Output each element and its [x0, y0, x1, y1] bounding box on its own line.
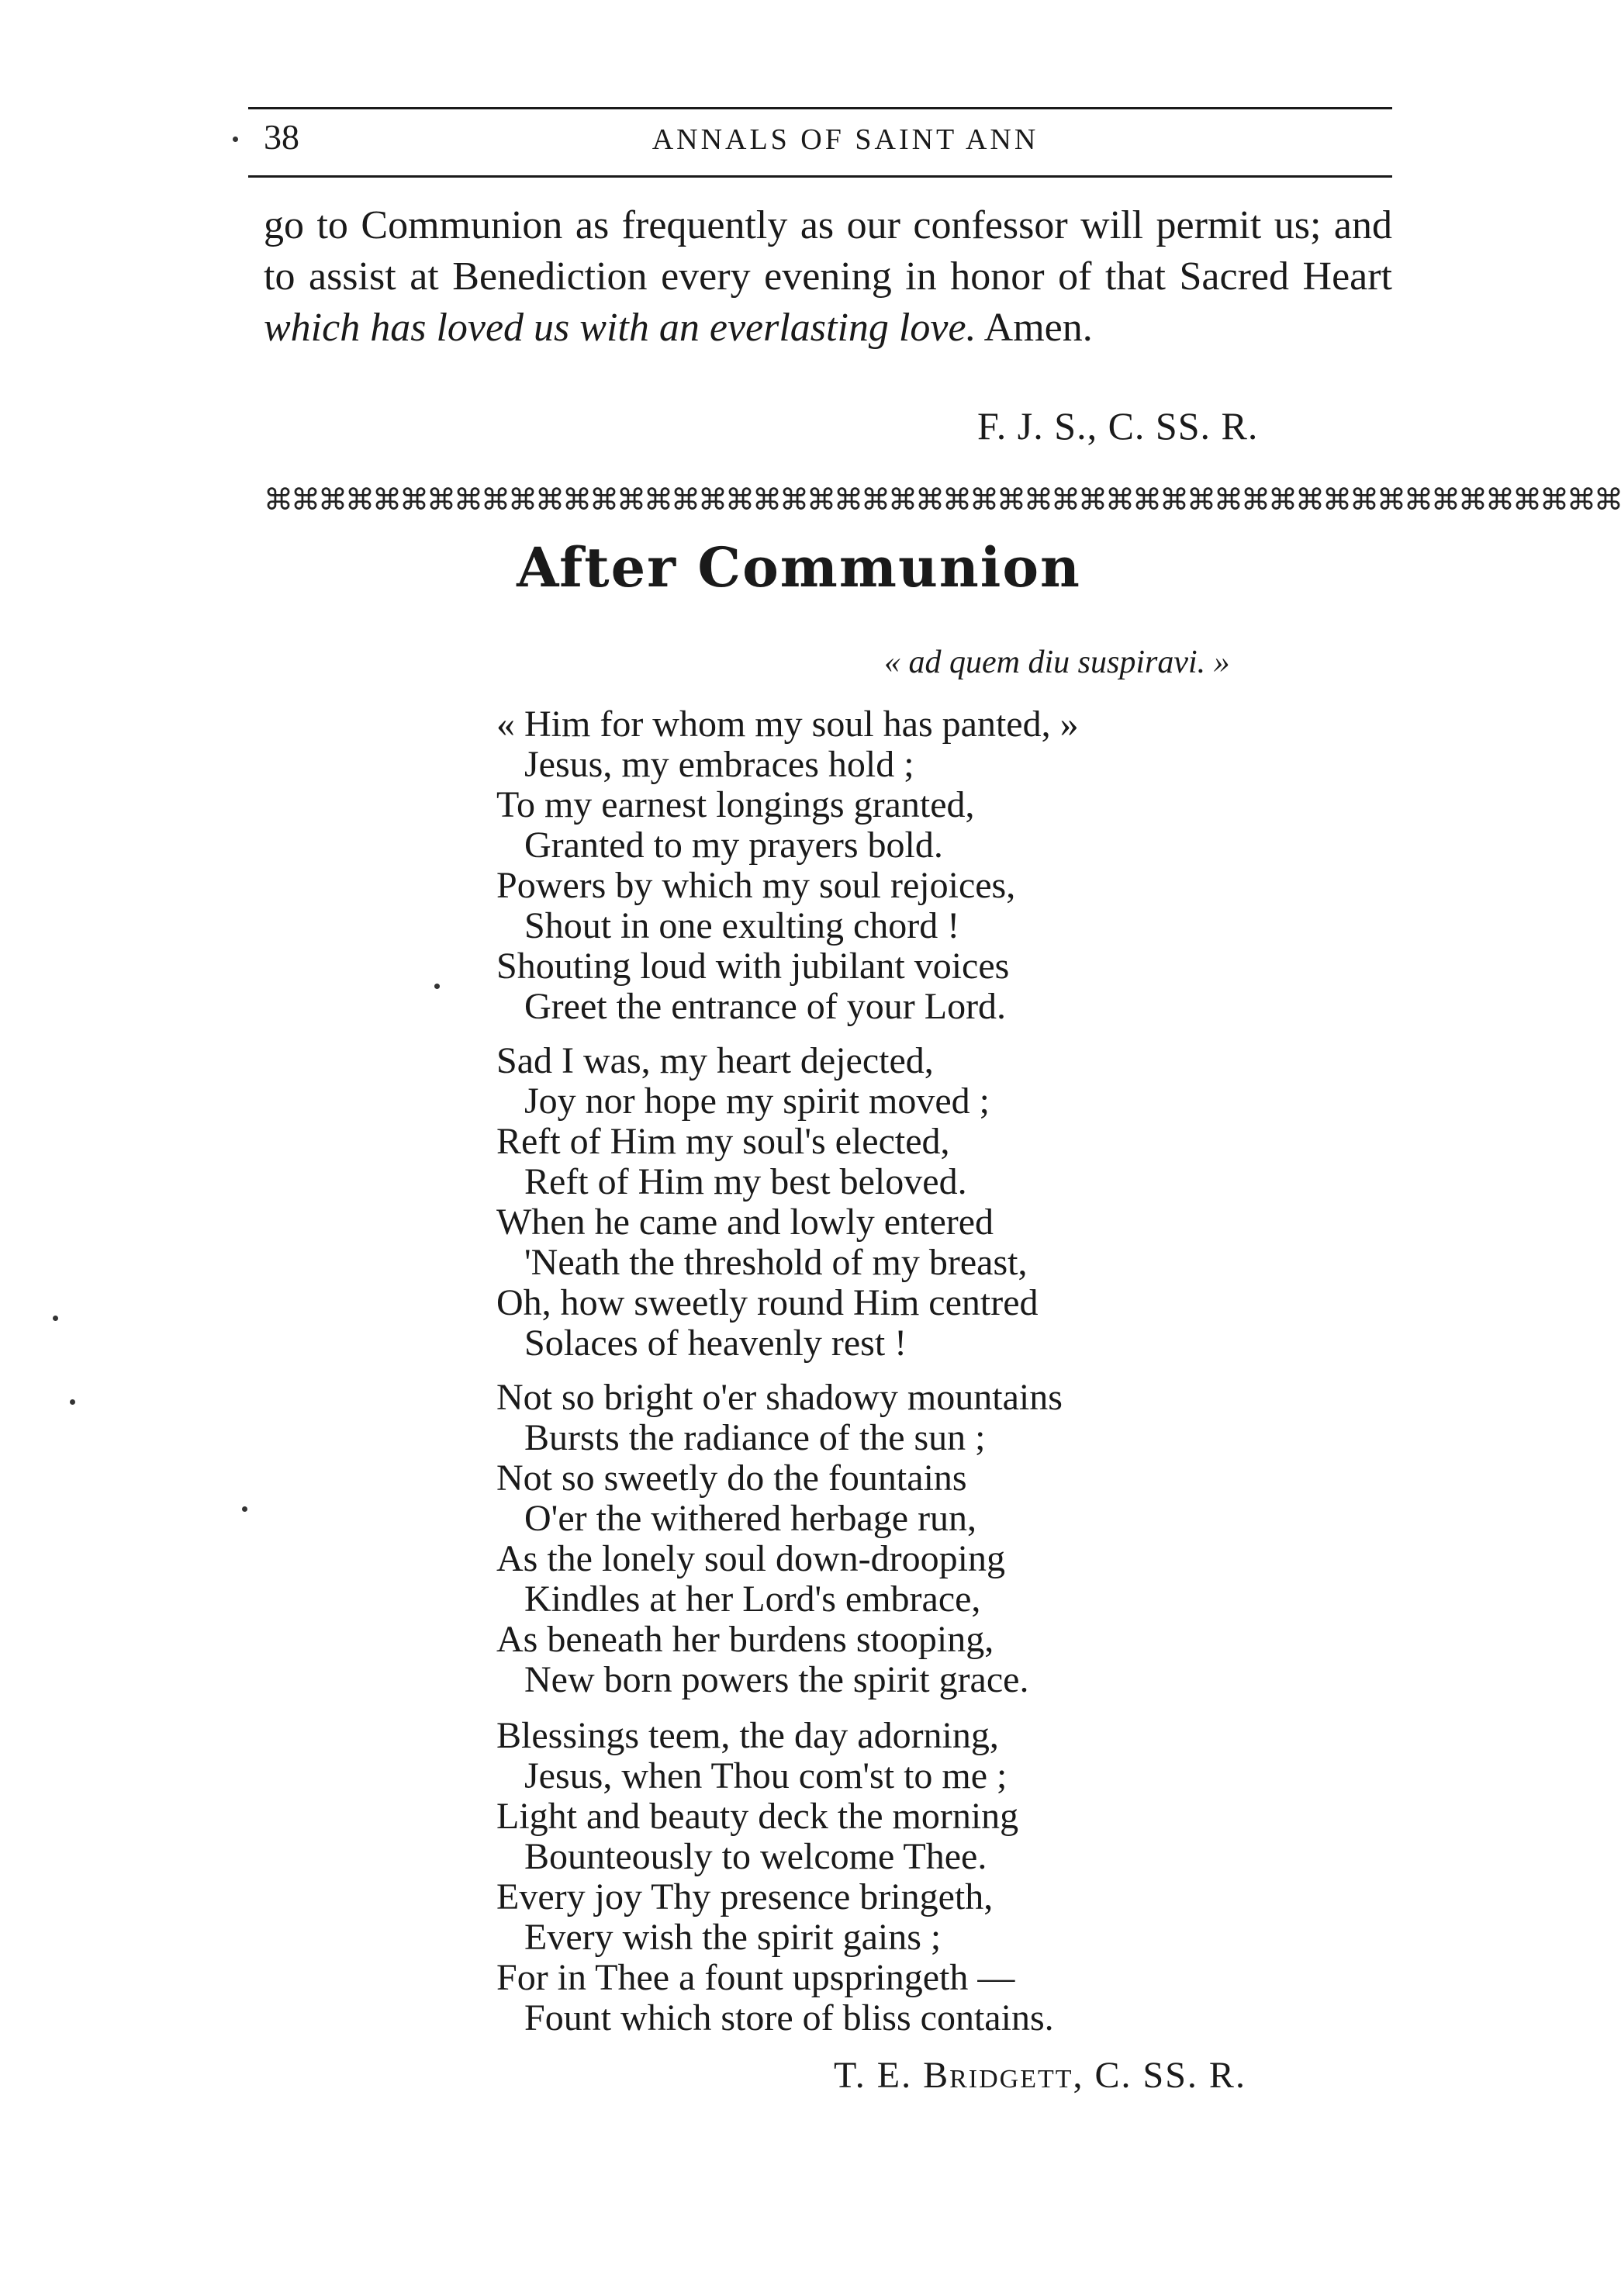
prose-text: go to Communion as frequently as our confessor will permit us; and to assist at Benediction every evening in honor of that Sacred Heart	[264, 203, 1392, 299]
poem-line: For in Thee a fount upspringeth —	[496, 1957, 1015, 1998]
poem-line: « Him for whom my soul has panted, »	[496, 704, 1079, 745]
poem-title: After Communion	[517, 535, 1081, 600]
poem-line: Blessings teem, the day adorning,	[496, 1715, 999, 1756]
running-head: ANNALS OF SAINT ANN	[652, 123, 1039, 156]
poem-line: Light and beauty deck the morning	[496, 1796, 1019, 1837]
poem-line: Joy nor hope my spirit moved ;	[524, 1081, 990, 1122]
poem-line: 'Neath the threshold of my breast,	[524, 1242, 1028, 1283]
poem-line: Greet the entrance of your Lord.	[524, 986, 1007, 1027]
header-bottom-rule	[248, 175, 1392, 178]
poem-line: Kindles at her Lord's embrace,	[524, 1578, 981, 1620]
prose-italic-text: which has loved us with an everlasting love.	[264, 306, 976, 350]
stray-mark	[70, 1399, 75, 1405]
poem-line: Jesus, my embraces hold ;	[524, 744, 914, 785]
poem-stanza	[496, 1378, 1063, 1700]
prose-closing: Amen.	[976, 306, 1093, 350]
poem-line: Reft of Him my soul's elected,	[496, 1121, 950, 1162]
poem-line: New born powers the spirit grace.	[524, 1659, 1029, 1700]
poem-stanza	[496, 1041, 1039, 1364]
ornamental-divider: ⌘⌘⌘⌘⌘⌘⌘⌘⌘⌘⌘⌘⌘⌘⌘⌘⌘⌘⌘⌘⌘⌘⌘⌘⌘⌘⌘⌘⌘⌘⌘⌘⌘⌘⌘⌘⌘⌘⌘⌘⌘⌘⌘⌘⌘⌘⌘⌘⌘⌘	[264, 482, 1621, 517]
poem-line: Bounteously to welcome Thee.	[524, 1836, 987, 1877]
poem-signature	[834, 2054, 1246, 2097]
poem-line: O'er the withered herbage run,	[524, 1498, 977, 1539]
poem-line: Shout in one exulting chord !	[524, 905, 960, 946]
signature-suffix: , C. SS. R.	[1073, 2055, 1246, 2096]
poem-line: Granted to my prayers bold.	[524, 825, 943, 866]
stray-mark	[233, 137, 238, 142]
poem-line: Every joy Thy presence bringeth,	[496, 1876, 994, 1917]
poem-epigraph: « ad quem diu suspiravi. »	[884, 645, 1230, 680]
prose-paragraph	[264, 200, 1392, 354]
poem-line: Not so bright o'er shadowy mountains	[496, 1377, 1063, 1418]
poem-line: Fount which store of bliss contains.	[524, 1997, 1054, 2038]
poem-line: Sad I was, my heart dejected,	[496, 1040, 934, 1081]
page-number: 38	[264, 117, 299, 157]
poem-stanza	[496, 1716, 1054, 2038]
poem-line: Not so sweetly do the fountains	[496, 1457, 967, 1499]
poem-line: Jesus, when Thou com'st to me ;	[524, 1755, 1008, 1796]
stray-mark	[53, 1316, 58, 1321]
poem-line: Oh, how sweetly round Him centred	[496, 1282, 1039, 1323]
poem-line: To my earnest longings granted,	[496, 784, 975, 825]
poem-stanza	[496, 704, 1079, 1027]
signature-name: Bridgett	[923, 2055, 1073, 2096]
prose-signature: F. J. S., C. SS. R.	[977, 404, 1259, 448]
poem-line: Bursts the radiance of the sun ;	[524, 1417, 986, 1458]
poem-line: When he came and lowly entered	[496, 1202, 994, 1243]
poem-line: Powers by which my soul rejoices,	[496, 865, 1016, 906]
poem-line: Reft of Him my best beloved.	[524, 1161, 967, 1202]
poem-line: As the lonely soul down-drooping	[496, 1538, 1005, 1579]
poem-line: Shouting loud with jubilant voices	[496, 946, 1010, 987]
signature-initials: T. E.	[834, 2055, 924, 2096]
stray-mark	[242, 1506, 247, 1512]
header-top-rule	[248, 107, 1392, 109]
poem-line: Every wish the spirit gains ;	[524, 1917, 942, 1958]
stray-mark	[434, 984, 440, 989]
poem-line: Solaces of heavenly rest !	[524, 1323, 907, 1364]
poem-line: As beneath her burdens stooping,	[496, 1619, 994, 1660]
